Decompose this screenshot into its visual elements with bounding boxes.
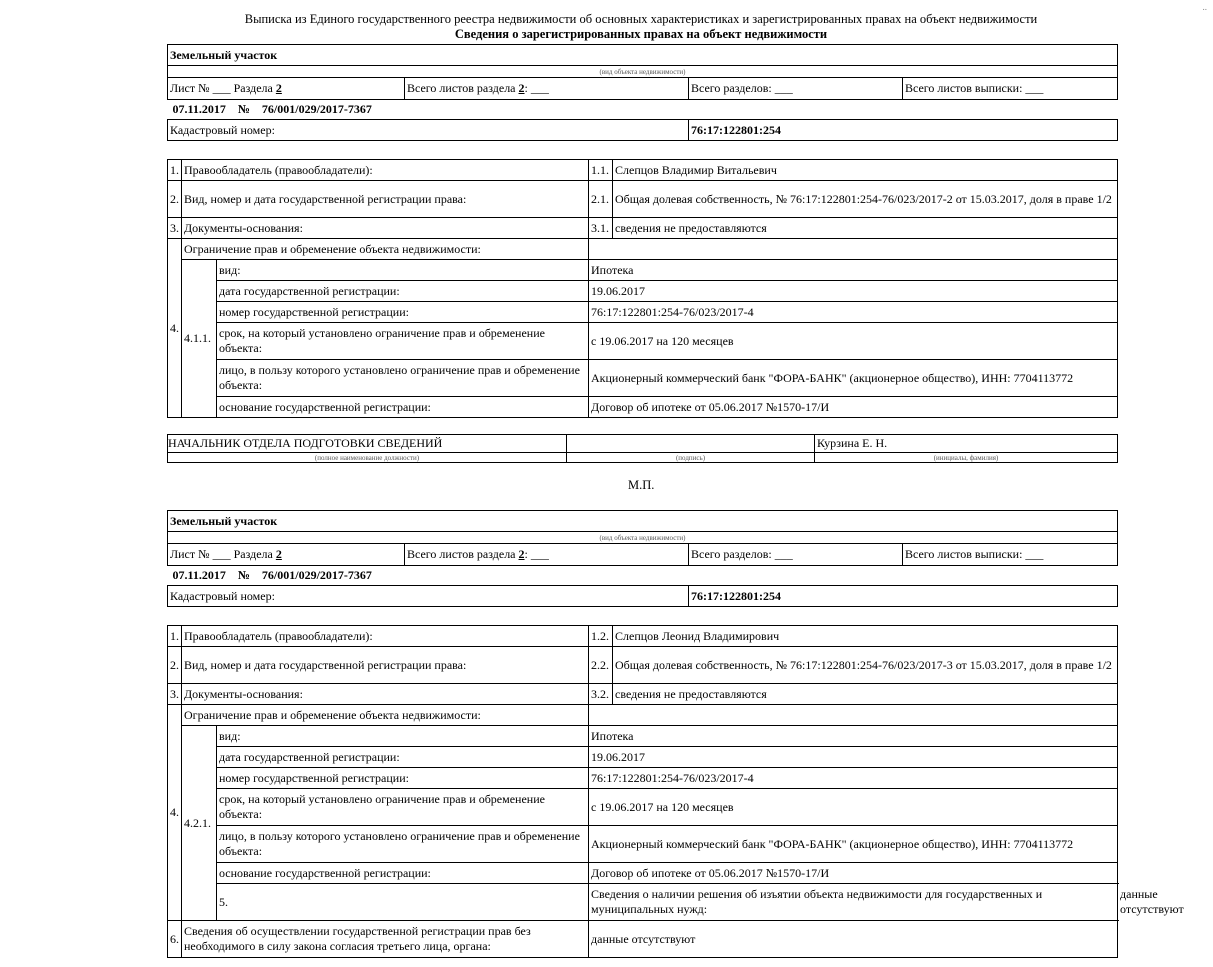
extract-date: 07.11.2017 [172, 102, 226, 116]
term-label: срок, на который установлено ограничение прав и обременение объекта: [217, 789, 589, 826]
sheet2-rights-table: 1. Правообладатель (правообладатели): 1.2. Слепцов Леонид Владимирович 2. Вид, номер и дата государственной регистрации права: 2.2. Общая долевая собственность, № 76:17:122801:254-76/023/2017-3 от 15.03.2017, доля в праве 1/2 3. Документы-основания: 3.2. сведения не предоставляются 4. Ограничение прав и обременение объекта недвижимости: 4.2.1. вид: Ипотека дата государственной регистрации: 19.06.2017 номер государственной регистрации: 76:17:122801:254-76/023/2017-4 срок, на который установлено ограничение прав и обременение объекта: с 19.06.2017 на 120 месяцев лицо, в пользу которого установлено ограничение прав и обременение объекта: Акционерный коммерческий банк "ФОРА-БАНК" (акционерное общество), ИНН: 7704113772 основание государственной регистрации: Договор об ипотеке от 05.06.2017 №1570-17/И 5. Сведения о наличии решения об изъятии объекта недвижимости для государственных и муниципальных нужд: данные отсутствуют 6. Сведения об осуществлении государственной регистрации прав без необходимого в силу закона согласия третьего лица, органа: данные отсутствуют [167, 625, 1118, 958]
row-number: 4. [168, 705, 182, 921]
term-label: срок, на который установлено ограничение прав и обременение объекта: [217, 323, 589, 360]
term-value: с 19.06.2017 на 120 месяцев [589, 323, 1118, 360]
beneficiary-label: лицо, в пользу которого установлено ограничение прав и обременение объекта: [217, 826, 589, 863]
kind-label: вид: [217, 726, 589, 747]
beneficiary-value: Акционерный коммерческий банк "ФОРА-БАНК" (акционерное общество), ИНН: 7704113772 [589, 360, 1118, 397]
row-number: 2. [168, 647, 182, 684]
row-number: 2. [168, 181, 182, 218]
encumbrance-label: Ограничение прав и обременение объекта недвижимости: [182, 239, 589, 260]
consent-label: Сведения об осуществлении государственной регистрации прав без необходимого в силу закона согласия третьего лица, органа: [182, 921, 589, 958]
documents-label: Документы-основания: [182, 218, 589, 239]
kind-value: Ипотека [589, 726, 1118, 747]
total-sheets-cell [405, 78, 689, 100]
row-number: 4. [168, 239, 182, 418]
reg-date-label: дата государственной регистрации: [217, 281, 589, 302]
encumbrance-empty [589, 705, 1118, 726]
reg-number-label: номер государственной регистрации: [217, 302, 589, 323]
reg-number-value: 76:17:122801:254-76/023/2017-4 [589, 302, 1118, 323]
section-number: 2 [275, 547, 282, 561]
sheet2-header-table [167, 510, 1118, 607]
cadastral-label: Кадастровый номер: [168, 586, 689, 607]
signer-signature [567, 435, 815, 453]
reg-date-value: 19.06.2017 [589, 281, 1118, 302]
row-subnumber: 2.1. [589, 181, 613, 218]
total-sheets-cell [405, 544, 689, 566]
signature-table [167, 434, 1118, 463]
basis-value: Договор об ипотеке от 05.06.2017 №1570-17/И [589, 863, 1118, 884]
documents-value: сведения не предоставляются [613, 684, 1118, 705]
encumbrance-empty [589, 239, 1118, 260]
extract-reg-number: 76/001/029/2017-7367 [261, 568, 372, 582]
total-sheets-suffix: : ___ [524, 81, 549, 95]
document-subtitle: Сведения о зарегистрированных правах на объект недвижимости [454, 27, 828, 41]
right-type-label: Вид, номер и дата государственной регистрации права: [182, 647, 589, 684]
rightholder-label: Правообладатель (правообладатели): [182, 160, 589, 181]
extract-reg-number: 76/001/029/2017-7367 [261, 102, 372, 116]
cadastral-label: Кадастровый номер: [168, 120, 689, 141]
corner-mark: .. [1202, 2, 1207, 12]
number-sign: № [237, 102, 250, 116]
rightholder-value: Слепцов Леонид Владимирович [613, 626, 1118, 647]
row-subnumber: 3.1. [589, 218, 613, 239]
basis-label: основание государственной регистрации: [217, 397, 589, 418]
encumbrance-label: Ограничение прав и обременение объекта недвижимости: [182, 705, 589, 726]
documents-label: Документы-основания: [182, 684, 589, 705]
beneficiary-value: Акционерный коммерческий банк "ФОРА-БАНК" (акционерное общество), ИНН: 7704113772 [589, 826, 1118, 863]
encumbrance-subnumber: 4.1.1. [182, 260, 217, 418]
reg-number-label: номер государственной регистрации: [217, 768, 589, 789]
sheet-number-cell [168, 78, 405, 100]
cadastral-number: 76:17:122801:254 [689, 120, 1118, 141]
sheet1-rights-table [167, 159, 1118, 418]
signer-position: НАЧАЛЬНИК ОТДЕЛА ПОДГОТОВКИ СВЕДЕНИЙ [168, 435, 567, 453]
right-type-value: Общая долевая собственность, № 76:17:122801:254-76/023/2017-3 от 15.03.2017, доля в праве 1/2 [613, 647, 1118, 684]
row-subnumber: 1.2. [589, 626, 613, 647]
cadastral-number: 76:17:122801:254 [689, 586, 1118, 607]
date-number-row [168, 100, 1118, 120]
reg-number-value: 76:17:122801:254-76/023/2017-4 [589, 768, 1118, 789]
encumbrance-subnumber: 4.2.1. [182, 726, 217, 921]
kind-label: вид: [217, 260, 589, 281]
row-subnumber: 2.2. [589, 647, 613, 684]
sheet-number-cell [168, 544, 405, 566]
object-type-caption: (вид объекта недвижимости) [168, 66, 1118, 78]
reg-date-label: дата государственной регистрации: [217, 747, 589, 768]
row-number: 5. [217, 884, 589, 921]
section-number: 2 [275, 81, 282, 95]
kind-value: Ипотека [589, 260, 1118, 281]
basis-value: Договор об ипотеке от 05.06.2017 №1570-17/И [589, 397, 1118, 418]
sheet1-header-table [167, 44, 1118, 141]
total-sheets-label: Всего листов раздела [407, 547, 516, 561]
row-number: 6. [168, 921, 182, 958]
beneficiary-label: лицо, в пользу которого установлено ограничение прав и обременение объекта: [217, 360, 589, 397]
total-sheets-suffix: : ___ [524, 547, 549, 561]
stamp-place-label: М.П. [628, 478, 655, 492]
total-sheets-value: 2 [518, 81, 525, 95]
row-number: 1. [168, 160, 182, 181]
consent-value: данные отсутствуют [589, 921, 1118, 958]
document-title: Выписка из Единого государственного реестра недвижимости об основных характеристиках и зарегистрированных правах на объект недвижимости [244, 12, 1038, 26]
row-subnumber: 1.1. [589, 160, 613, 181]
caption-position: (полное наименование должности) [168, 453, 567, 463]
sheet-label: Лист № ___ Раздела [170, 547, 273, 561]
right-type-value: Общая долевая собственность, № 76:17:122801:254-76/023/2017-2 от 15.03.2017, доля в праве 1/2 [613, 181, 1118, 218]
documents-value: сведения не предоставляются [613, 218, 1118, 239]
reg-date-value: 19.06.2017 [589, 747, 1118, 768]
rightholder-value: Слепцов Владимир Витальевич [613, 160, 1118, 181]
total-extract-sheets: Всего листов выписки: ___ [903, 78, 1118, 100]
row-subnumber: 3.2. [589, 684, 613, 705]
signer-name: Курзина Е. Н. [815, 435, 1118, 453]
caption-name: (инициалы, фамилия) [815, 453, 1118, 463]
total-extract-sheets: Всего листов выписки: ___ [903, 544, 1118, 566]
basis-label: основание государственной регистрации: [217, 863, 589, 884]
object-type: Земельный участок [168, 511, 1118, 532]
object-type-caption: (вид объекта недвижимости) [168, 532, 1118, 544]
term-value: с 19.06.2017 на 120 месяцев [589, 789, 1118, 826]
row-number: 3. [168, 218, 182, 239]
total-sheets-value: 2 [518, 547, 525, 561]
extract-date: 07.11.2017 [172, 568, 226, 582]
object-type: Земельный участок [168, 45, 1118, 66]
total-sheets-label: Всего листов раздела [407, 81, 516, 95]
total-sections: Всего разделов: ___ [689, 78, 903, 100]
caption-signature: (подпись) [567, 453, 815, 463]
rightholder-label: Правообладатель (правообладатели): [182, 626, 589, 647]
right-type-label: Вид, номер и дата государственной регистрации права: [182, 181, 589, 218]
sheet-label: Лист № ___ Раздела [170, 81, 273, 95]
number-sign: № [237, 568, 250, 582]
row-number: 3. [168, 684, 182, 705]
date-number-row [168, 566, 1118, 586]
total-sections: Всего разделов: ___ [689, 544, 903, 566]
row-number: 1. [168, 626, 182, 647]
seizure-label: Сведения о наличии решения об изъятии объекта недвижимости для государственных и муниципальных нужд: [589, 884, 1118, 921]
